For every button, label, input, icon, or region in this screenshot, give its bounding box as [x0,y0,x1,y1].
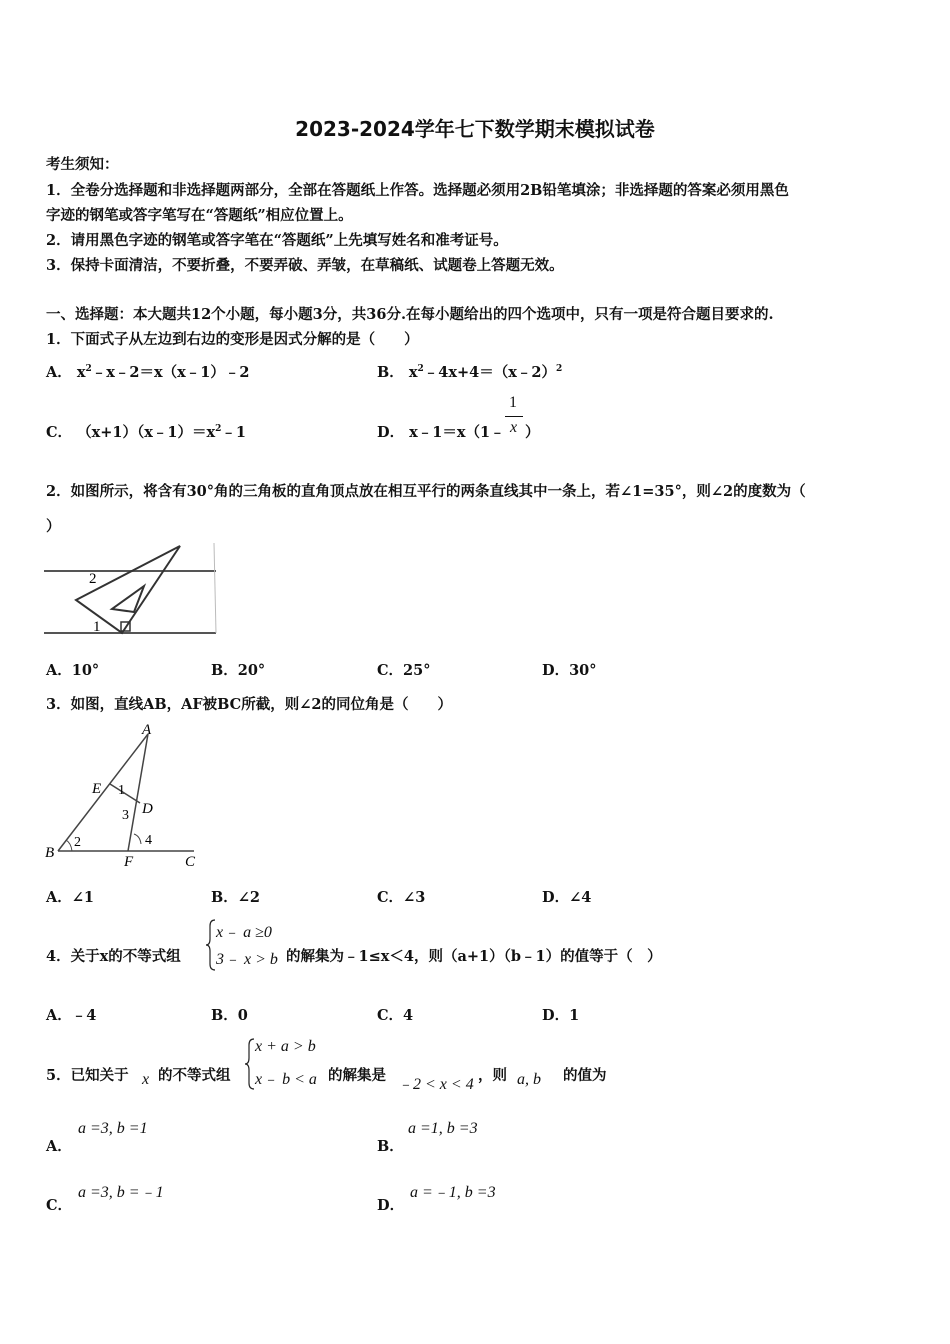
angle-1-label: 1 [93,619,101,635]
q2-stem: 2．如图所示，将含有30°角的三角板的直角顶点放在相互平行的两条直线其中一条上，若∠1=35°，则∠2的度数为（ [46,483,806,500]
notice-line-1b: 字迹的钢笔或答字笔写在“答题纸”相应位置上。 [46,207,353,224]
q5-stem-d: ，则 [478,1067,507,1084]
q2-option-d: D．30° [542,662,597,679]
q5-vars: a, b [517,1071,541,1088]
point-c-label: C [185,854,196,870]
q5-stem-c: 的解集是 [328,1067,386,1084]
angle-4-label: 4 [145,833,152,848]
q2-option-a: A．10° [46,662,100,679]
q5-stem-a: 5．已知关于 [46,1067,129,1084]
q1-option-c: C． $(x+1)(x﹣1)=x^2﹣1$ [46,424,246,441]
q1-d-denominator: x [510,419,518,436]
q4-inequality-2: 3﹣ x > b [216,951,278,968]
figure-border [214,543,216,633]
q4-option-d: D．1 [542,1007,580,1024]
q5-stem-e: 的值为 [563,1067,607,1084]
q4-inequality-1: x﹣ a ≥0 [216,924,272,941]
q5-option-a-label: A． [46,1138,72,1155]
q4-option-a: A．﹣4 [46,1007,97,1024]
q3-option-a: A．∠1 [46,889,94,906]
point-e-label: E [92,781,102,797]
notice-line-1a: 1．全卷分选择题和非选择题两部分，全部在答题纸上作答。选择题必须用2B铅笔填涂；非选择题的答案必须用黑色 [46,182,789,199]
q5-option-b-label: B． [377,1138,404,1155]
point-a-label: A [142,722,152,738]
q4-stem-a: 4．关于x的不等式组 [46,948,181,965]
line-ab [58,734,148,851]
q5-option-c-label: C． [46,1197,73,1214]
q1-option-a: A． $x^2﹣x﹣2=x(x﹣1)﹣2$ [46,364,250,381]
q4-stem-b: 的解集为﹣1≤x＜4，则（a+1）（b﹣1）的值等于（ ） [286,948,662,965]
notice-line-2: 2．请用黑色字迹的钢笔或答字笔在“答题纸”上先填写姓名和准考证号。 [46,232,508,249]
q5-option-d-value: a =﹣1, b =3 [410,1184,496,1201]
set-square-outer [76,546,180,633]
section-heading: 一、选择题：本大题共12个小题，每小题3分，共36分.在每小题给出的四个选项中，只有一项是符合题目要求的. [46,306,774,323]
angle-3-label: 3 [122,808,129,823]
q5-var-x: x [142,1071,150,1088]
q1-d-numerator: 1 [509,394,517,411]
q1-stem: 1．下面式子从左边到右边的变形是因式分解的是（ ） [46,331,419,348]
angle-2-label: 2 [74,835,81,850]
q2-stem-end: ） [46,518,61,535]
q5-stem-b: 的不等式组 [158,1067,231,1084]
q5-inequality-1: x + a > b [255,1038,316,1055]
line-ed [110,784,140,803]
page-title: 2023-2024学年七下数学期末模拟试卷 [295,117,655,141]
q4-option-c: C．4 [377,1007,414,1024]
q5-range: ﹣2 < x < 4 [397,1076,474,1093]
angle-2-label: 2 [89,571,97,587]
angle-4-arc [134,834,141,844]
point-b-label: B [45,845,55,861]
q5-option-c-value: a =3, b =﹣1 [78,1184,164,1201]
q5-inequality-2: x﹣ b < a [255,1071,317,1088]
q1-d-fraction-bar [505,416,523,417]
q1-option-d: D． x﹣1＝x（1﹣ [377,424,505,441]
notice-line-3: 3．保持卡面清洁，不要折叠，不要弄破、弄皱，在草稿纸、试题卷上答题无效。 [46,257,564,274]
angle-2-arc [66,840,72,851]
q5-option-a-value: a =3, b =1 [78,1120,148,1137]
q1-d-close: ） [525,424,540,441]
q2-option-c: C．25° [377,662,431,679]
q2-option-b: B．20° [211,662,266,679]
q1-option-b: B． $x^2﹣4x+4=(x﹣2)^2$ [377,364,563,381]
notice-heading: 考生须知： [46,156,119,173]
q4-option-b: B．0 [211,1007,248,1024]
q3-figure [44,720,200,870]
q3-option-d: D．∠4 [542,889,592,906]
point-f-label: F [124,854,134,870]
point-d-label: D [142,801,153,817]
q3-option-b: B．∠2 [211,889,260,906]
q3-option-c: C．∠3 [377,889,426,906]
angle-1-label: 1 [118,783,125,798]
q5-option-b-value: a =1, b =3 [408,1120,478,1137]
q3-stem: 3．如图，直线AB，AF被BC所截，则∠2的同位角是（ ） [46,696,452,713]
q5-option-d-label: D． [377,1197,405,1214]
q2-figure [44,543,218,639]
